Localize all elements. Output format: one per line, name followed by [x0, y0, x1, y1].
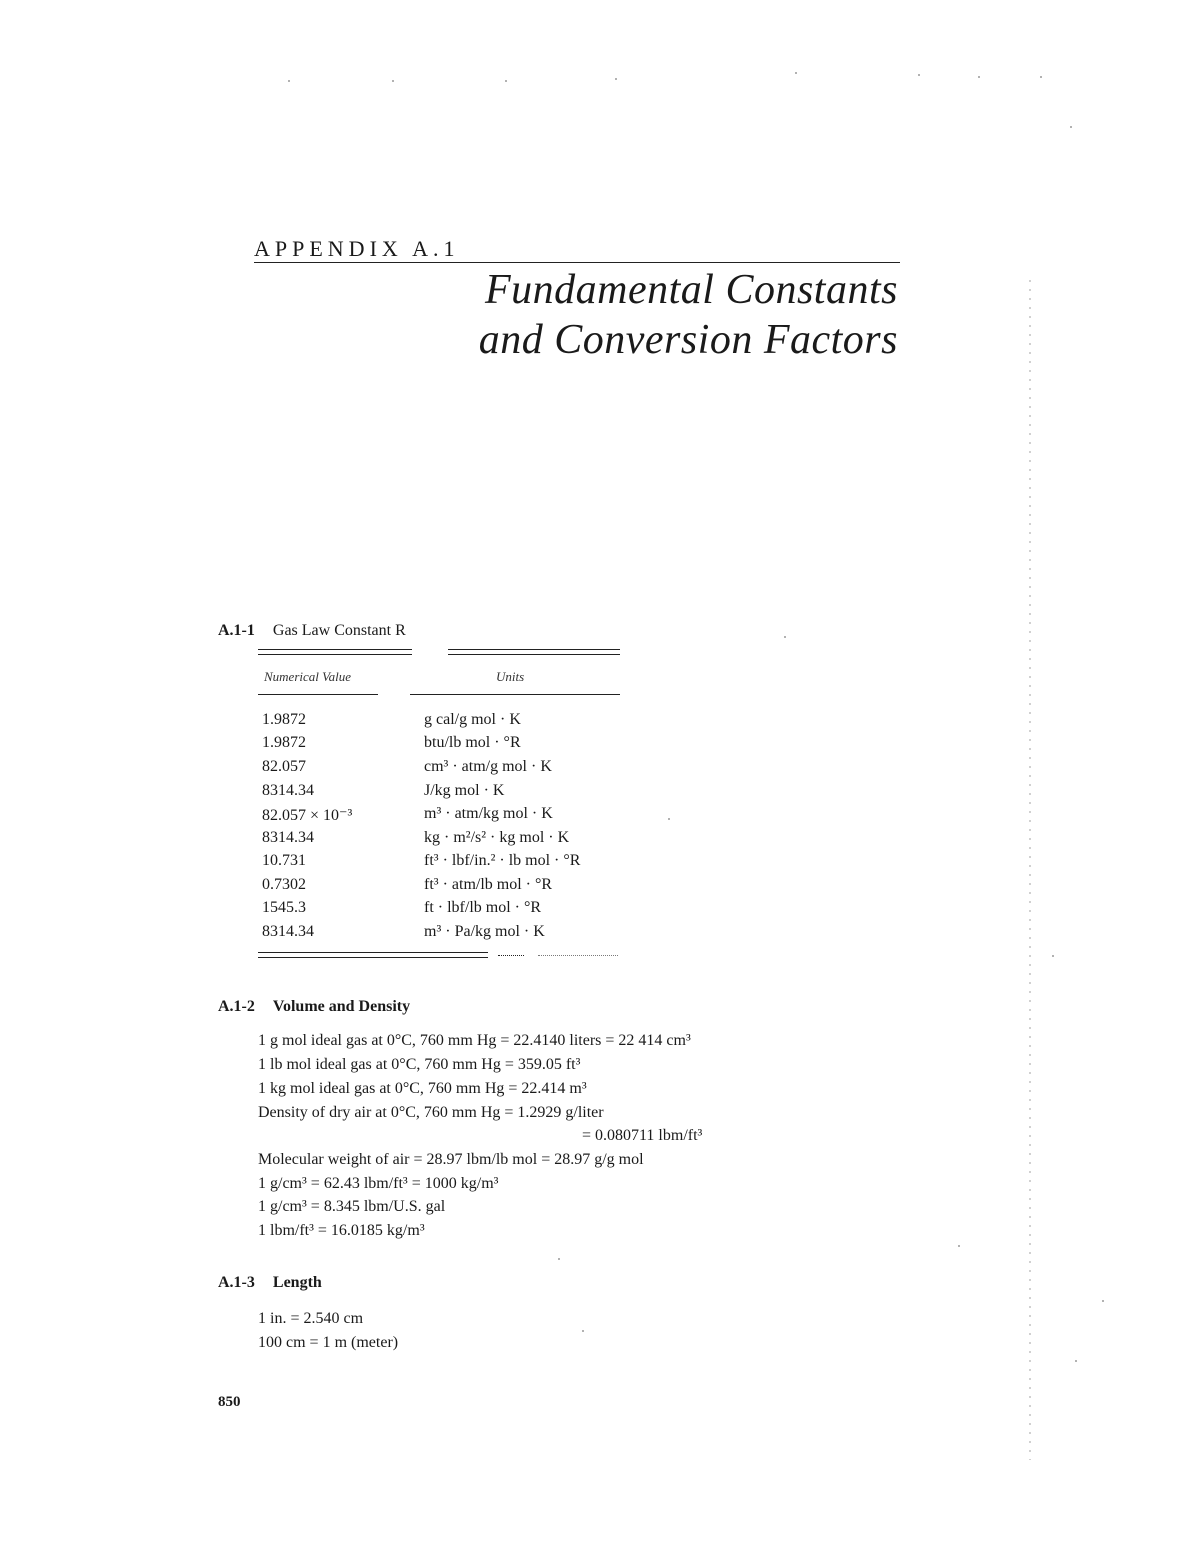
scan-speck: [958, 1245, 960, 1247]
scan-speck: [1052, 955, 1054, 957]
section-number: A.1-3: [218, 1274, 255, 1291]
column-header-rule: [258, 694, 378, 695]
table-row: [262, 782, 642, 805]
conversion-line: Molecular weight of air = 28.97 lbm/lb mol = 28.97 g/g mol: [258, 1151, 644, 1168]
units-value: ft · lbf/lb mol · °R: [424, 899, 542, 916]
scan-speck: [558, 1258, 560, 1260]
appendix-title-line1: Fundamental Constants: [484, 267, 898, 313]
scan-speck: [505, 80, 507, 82]
numerical-value: 8314.34: [262, 829, 314, 846]
numerical-value: 1545.3: [262, 899, 306, 916]
column-header-rule: [410, 694, 620, 695]
numerical-value: 8314.34: [262, 923, 314, 940]
scan-speck: [978, 76, 980, 78]
section-title: Volume and Density: [272, 998, 411, 1015]
scan-speck: [1040, 76, 1042, 78]
units-value: g cal/g mol · K: [424, 711, 521, 728]
conversion-line: 1 lb mol ideal gas at 0°C, 760 mm Hg = 359.05 ft³: [258, 1056, 581, 1073]
table-row: [262, 711, 642, 734]
conversion-line: 1 kg mol ideal gas at 0°C, 760 mm Hg = 22.414 m³: [258, 1080, 587, 1097]
table-bottom-rule-faded: [498, 955, 524, 956]
units-value: m³ · Pa/kg mol · K: [424, 923, 545, 940]
numerical-value: 10.731: [262, 852, 306, 869]
conversion-line: Density of dry air at 0°C, 760 mm Hg = 1.2929 g/liter: [258, 1104, 604, 1121]
scan-speck: [918, 74, 920, 76]
numerical-value: 0.7302: [262, 876, 306, 893]
section-heading-gas-law: [218, 622, 406, 640]
numerical-value: 8314.34: [262, 782, 314, 799]
units-value: cm³ · atm/g mol · K: [424, 758, 552, 775]
conversion-line-continued: = 0.080711 lbm/ft³: [582, 1127, 703, 1144]
table-row: [262, 829, 642, 852]
numerical-value: 1.9872: [262, 711, 306, 728]
table-row: [262, 876, 642, 899]
conversion-line: 100 cm = 1 m (meter): [258, 1334, 399, 1351]
conversion-line: 1 g/cm³ = 62.43 lbm/ft³ = 1000 kg/m³: [258, 1175, 499, 1192]
section-number: A.1-1: [218, 622, 255, 639]
scan-speck: [795, 72, 797, 74]
appendix-rule: [254, 262, 900, 263]
scan-speck: [1070, 126, 1072, 128]
section-heading-volume-density: [218, 998, 410, 1016]
conversion-line: 1 g mol ideal gas at 0°C, 760 mm Hg = 22.4140 liters = 22 414 cm³: [258, 1032, 691, 1049]
conversion-line: 1 g/cm³ = 8.345 lbm/U.S. gal: [258, 1198, 446, 1215]
section-title: Length: [272, 1274, 322, 1291]
units-value: J/kg mol · K: [424, 782, 505, 799]
units-value: m³ · atm/kg mol · K: [424, 805, 553, 822]
table-top-rule: [258, 649, 412, 655]
units-value: btu/lb mol · °R: [424, 734, 521, 751]
scan-speck: [1075, 1360, 1077, 1362]
scan-speck: [1102, 1300, 1104, 1302]
section-title: Gas Law Constant R: [272, 622, 406, 639]
units-value: kg · m²/s² · kg mol · K: [424, 829, 570, 846]
section-number: A.1-2: [218, 998, 255, 1015]
section-heading-length: [218, 1274, 322, 1292]
column-header-units: Units: [496, 669, 525, 684]
page-number: 850: [218, 1394, 241, 1410]
table-row: [262, 734, 642, 757]
appendix-label: APPENDIX A.1: [254, 236, 460, 261]
table-row: [262, 923, 642, 946]
conversion-line: 1 lbm/ft³ = 16.0185 kg/m³: [258, 1222, 425, 1239]
scan-speck: [784, 636, 786, 638]
table-bottom-rule-faded: [538, 955, 618, 956]
numerical-value: 82.057 × 10⁻³: [262, 807, 353, 824]
scan-speck: [668, 818, 670, 820]
numerical-value: 1.9872: [262, 734, 306, 751]
table-row: [262, 758, 642, 781]
scan-speck: [392, 80, 394, 82]
table-bottom-rule: [258, 952, 488, 958]
table-row: [262, 852, 642, 875]
appendix-title-line2: and Conversion Factors: [478, 317, 898, 363]
table-row: [262, 899, 642, 922]
numerical-value: 82.057: [262, 758, 306, 775]
scan-edge-artifact: [1029, 280, 1031, 1460]
table-row: [262, 805, 642, 828]
conversion-line: 1 in. = 2.540 cm: [258, 1310, 364, 1327]
units-value: ft³ · lbf/in.² · lb mol · °R: [424, 852, 581, 869]
scan-speck: [582, 1330, 584, 1332]
scan-speck: [288, 80, 290, 82]
table-top-rule: [448, 649, 620, 655]
scan-speck: [615, 78, 617, 80]
units-value: ft³ · atm/lb mol · °R: [424, 876, 553, 893]
column-header-value: Numerical Value: [264, 669, 352, 684]
